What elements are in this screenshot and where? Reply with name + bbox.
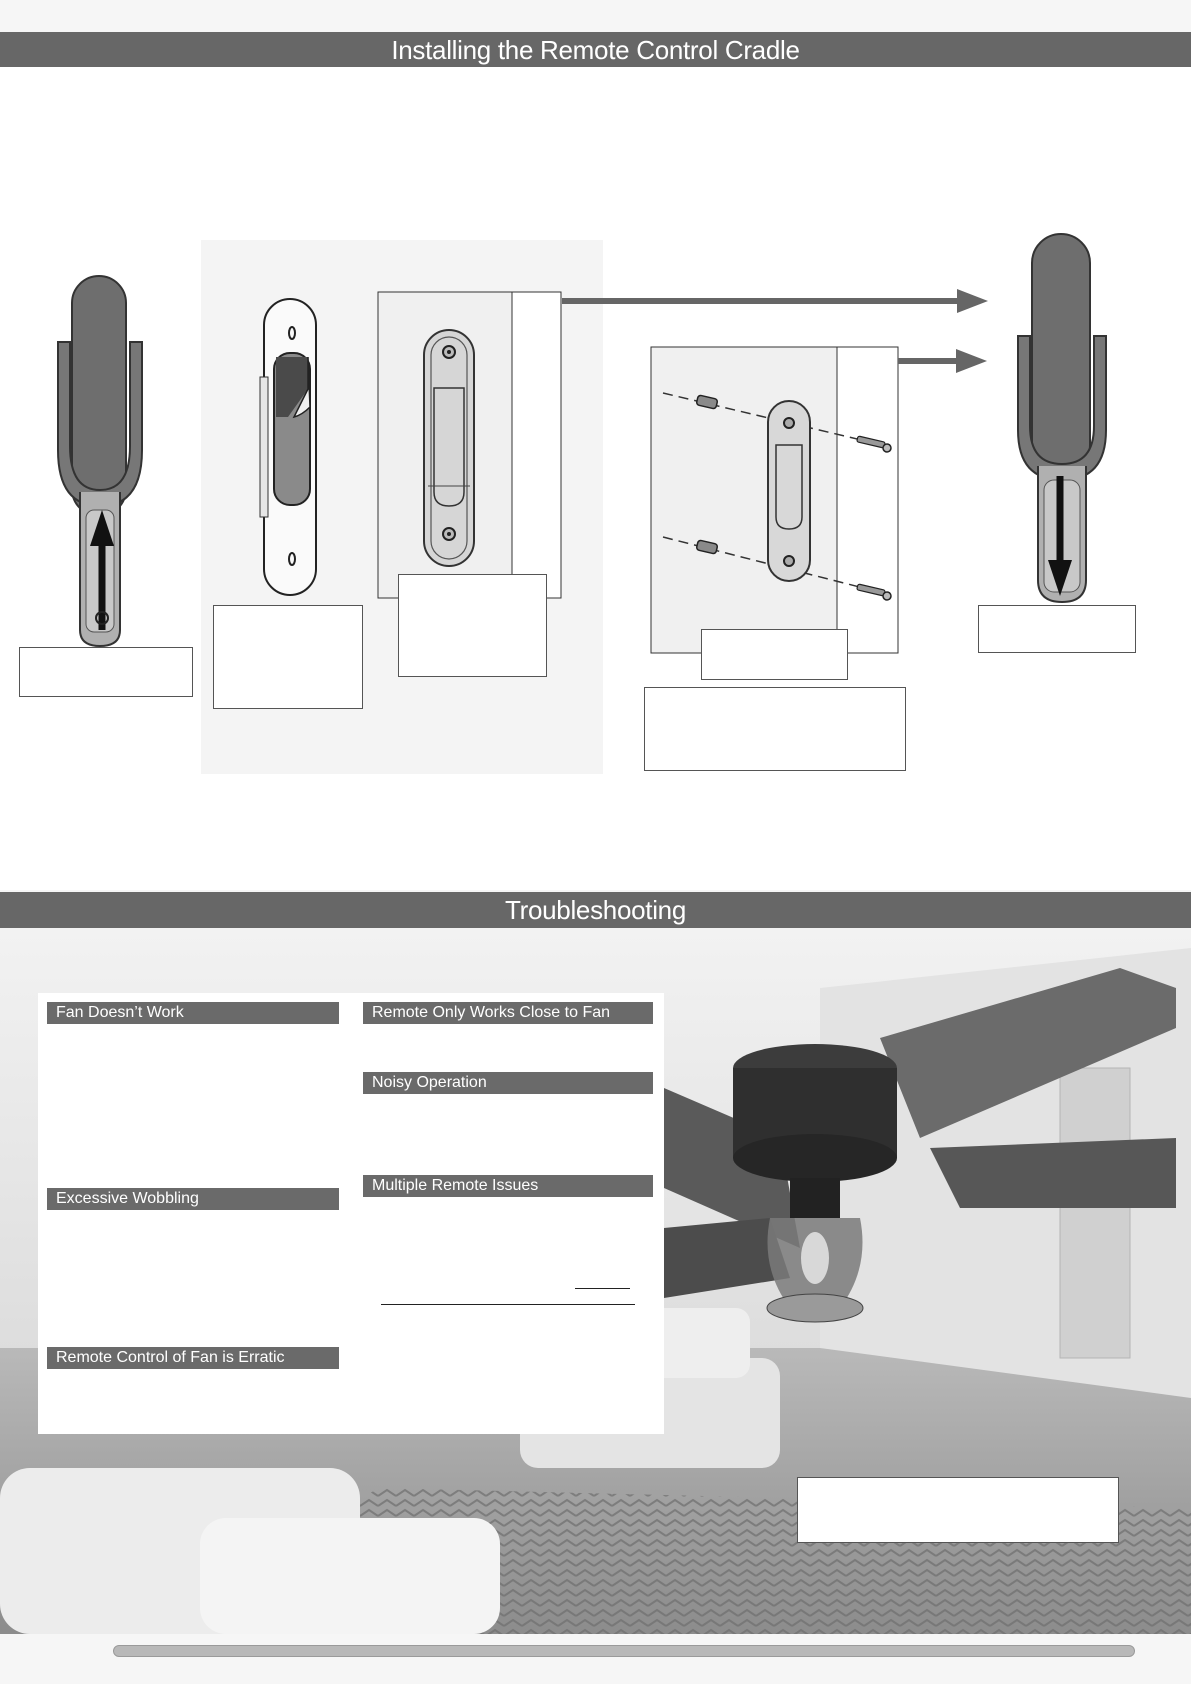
troubleshooting-section-banner	[0, 892, 1191, 928]
heading-excessive-wobbling	[47, 1188, 339, 1210]
heading-remote-close	[363, 1002, 653, 1024]
heading-noisy-operation	[363, 1072, 653, 1094]
heading-multiple-remote	[363, 1175, 653, 1197]
heading-excessive-wobbling-text: Excessive Wobbling	[56, 1190, 199, 1207]
cradle-adhesive-illustration	[258, 297, 318, 597]
install-section-banner	[0, 32, 1191, 68]
remote-in-cradle-slide-up-illustration	[50, 270, 150, 650]
fan-callout-box	[797, 1477, 1119, 1543]
heading-multiple-remote-text: Multiple Remote Issues	[372, 1177, 539, 1194]
short-arrow-right-icon	[898, 348, 988, 374]
heading-remote-erratic	[47, 1347, 339, 1369]
step-callout-5	[644, 687, 906, 771]
step-callout-3	[398, 574, 547, 677]
long-underline-rule	[381, 1304, 635, 1305]
troubleshooting-section-title: Troubleshooting	[505, 895, 686, 925]
install-section-title: Installing the Remote Control Cradle	[391, 35, 800, 65]
horizontal-scrollbar[interactable]	[113, 1645, 1135, 1657]
remote-in-cradle-slide-down-illustration	[1014, 230, 1118, 610]
short-underline-rule	[575, 1288, 630, 1289]
cradle-on-wall-illustration	[378, 292, 562, 598]
step-callout-2	[213, 605, 363, 709]
heading-noisy-operation-text: Noisy Operation	[372, 1074, 487, 1091]
long-arrow-right-icon	[562, 288, 990, 314]
step-callout-1	[19, 647, 193, 697]
cradle-screw-mounting-illustration	[651, 347, 899, 653]
heading-fan-doesnt-work	[47, 1002, 339, 1024]
heading-fan-doesnt-work-text: Fan Doesn’t Work	[56, 1004, 184, 1021]
heading-remote-erratic-text: Remote Control of Fan is Erratic	[56, 1349, 285, 1366]
step-callout-6	[978, 605, 1136, 653]
heading-remote-close-text: Remote Only Works Close to Fan	[372, 1004, 611, 1021]
step-callout-4	[701, 629, 848, 680]
